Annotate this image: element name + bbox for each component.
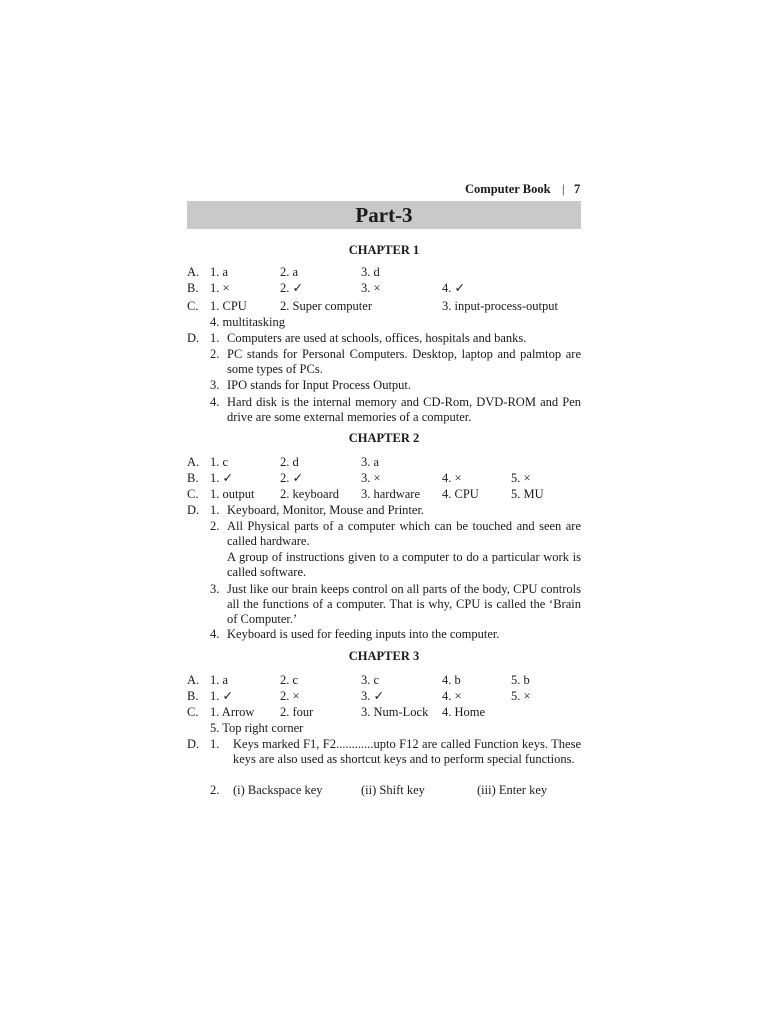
ch2-c-answer: 5. MU: [511, 487, 544, 501]
ch3-d-label: D.: [187, 737, 200, 751]
ch2-a-answer: 2. d: [280, 455, 299, 469]
page-number: 7: [574, 182, 581, 196]
part-title: Part-3: [355, 203, 413, 227]
ch3-a-answer: 5. b: [511, 673, 530, 687]
ch3-a-answer: 1. a: [210, 673, 229, 687]
ch3-b-answer: 4. ×: [442, 689, 462, 703]
running-header-separator: |: [562, 182, 565, 196]
ch3-c-answer: 4. Home: [442, 705, 486, 719]
ch2-d-label: D.: [187, 503, 200, 517]
ch1-b-answer: 1. ×: [210, 281, 230, 295]
ch3-c-answer: 5. Top right corner: [210, 721, 304, 735]
ch3-b-answer: 1. ✓: [210, 689, 233, 703]
ch1-d-item-text: Hard disk is the internal memory and CD-Rom, DVD-ROM and Pen drive are some external memories of a computer.: [227, 395, 581, 424]
ch1-c-answer: 2. Super computer: [280, 299, 372, 313]
ch2-d-item-text: Keyboard is used for feeding inputs into the computer.: [227, 627, 500, 641]
ch1-c-answer: 1. CPU: [210, 299, 247, 313]
ch3-d-item-text: Keys marked F1, F2............upto F12 are called Function keys. These keys are also used as shortcut keys and to perform special functions.: [233, 737, 581, 766]
chapter-3-title: CHAPTER 3: [348, 649, 420, 663]
ch2-c-answer: 1. output: [210, 487, 255, 501]
ch1-d-label: D.: [187, 331, 200, 345]
ch3-d-item-number: 1.: [210, 737, 220, 751]
ch3-b-answer: 3. ✓: [361, 689, 384, 703]
ch3-c-answer: 1. Arrow: [210, 705, 255, 719]
ch1-c-label: C.: [187, 299, 199, 313]
ch1-c-answer: 3. input-process-output: [442, 299, 558, 313]
ch2-d-item-text: Just like our brain keeps control on all parts of the body, CPU controls all the functions of a computer. That is why, CPU is called the ‘Brain of Computer.’: [227, 582, 581, 626]
ch3-a-label: A.: [187, 673, 200, 687]
ch1-d-item-number: 2.: [210, 347, 220, 361]
chapter-2-title: CHAPTER 2: [348, 431, 420, 445]
ch3-a-answer: 4. b: [442, 673, 461, 687]
ch3-b-answer: 2. ×: [280, 689, 300, 703]
ch3-c-answer: 3. Num-Lock: [361, 705, 429, 719]
ch1-c-answer: 4. multitasking: [210, 315, 285, 329]
ch3-a-answer: 2. c: [280, 673, 299, 687]
ch2-d-item-number: 2.: [210, 519, 220, 533]
ch1-d-item-text: Computers are used at schools, offices, hospitals and banks.: [227, 331, 527, 345]
ch3-d-answer: (ii) Shift key: [361, 783, 425, 797]
ch1-a-label: A.: [187, 265, 200, 279]
ch2-c-answer: 3. hardware: [361, 487, 420, 501]
ch1-d-item-number: 4.: [210, 395, 220, 409]
ch3-d-answer: (iii) Enter key: [477, 783, 548, 797]
ch3-c-label: C.: [187, 705, 199, 719]
ch2-b-answer: 1. ✓: [210, 471, 233, 485]
ch2-c-answer: 2. keyboard: [280, 487, 340, 501]
ch3-c-answer: 2. four: [280, 705, 314, 719]
chapter-1-title: CHAPTER 1: [348, 243, 420, 257]
ch3-d-answer: (i) Backspace key: [233, 783, 323, 797]
ch3-b-label: B.: [187, 689, 199, 703]
ch2-d-item-text: A group of instructions given to a computer to do a particular work is called software.: [227, 550, 581, 579]
ch3-a-answer: 3. c: [361, 673, 380, 687]
ch2-b-answer: 3. ×: [361, 471, 381, 485]
ch1-b-answer: 4. ✓: [442, 281, 465, 295]
ch1-d-item-number: 1.: [210, 331, 220, 345]
ch3-d-item-number: 2.: [210, 783, 220, 797]
ch1-a-answer: 3. d: [361, 265, 380, 279]
ch2-b-answer: 2. ✓: [280, 471, 303, 485]
ch2-d-item-text: All Physical parts of a computer which can be touched and seen are called hardware.: [227, 519, 581, 548]
part-banner: [187, 201, 581, 229]
ch2-d-item-number: 3.: [210, 582, 220, 596]
ch1-b-answer: 2. ✓: [280, 281, 303, 295]
running-header-title: Computer Book: [465, 182, 551, 196]
ch2-d-item-number: 4.: [210, 627, 220, 641]
ch1-a-answer: 2. a: [280, 265, 299, 279]
ch1-b-label: B.: [187, 281, 199, 295]
ch2-b-answer: 4. ×: [442, 471, 462, 485]
ch2-a-answer: 3. a: [361, 455, 380, 469]
ch2-a-label: A.: [187, 455, 200, 469]
ch2-a-answer: 1. c: [210, 455, 229, 469]
ch1-b-answer: 3. ×: [361, 281, 381, 295]
ch2-d-item-text: Keyboard, Monitor, Mouse and Printer.: [227, 503, 425, 517]
ch3-b-answer: 5. ×: [511, 689, 531, 703]
ch2-c-label: C.: [187, 487, 199, 501]
ch1-d-item-text: IPO stands for Input Process Output.: [227, 378, 412, 392]
ch1-d-item-text: PC stands for Personal Computers. Desktop, laptop and palmtop are some types of PCs.: [227, 347, 581, 376]
ch1-d-item-number: 3.: [210, 378, 220, 392]
ch2-d-item-number: 1.: [210, 503, 220, 517]
ch2-b-label: B.: [187, 471, 199, 485]
ch2-c-answer: 4. CPU: [442, 487, 479, 501]
ch1-a-answer: 1. a: [210, 265, 229, 279]
ch2-b-answer: 5. ×: [511, 471, 531, 485]
